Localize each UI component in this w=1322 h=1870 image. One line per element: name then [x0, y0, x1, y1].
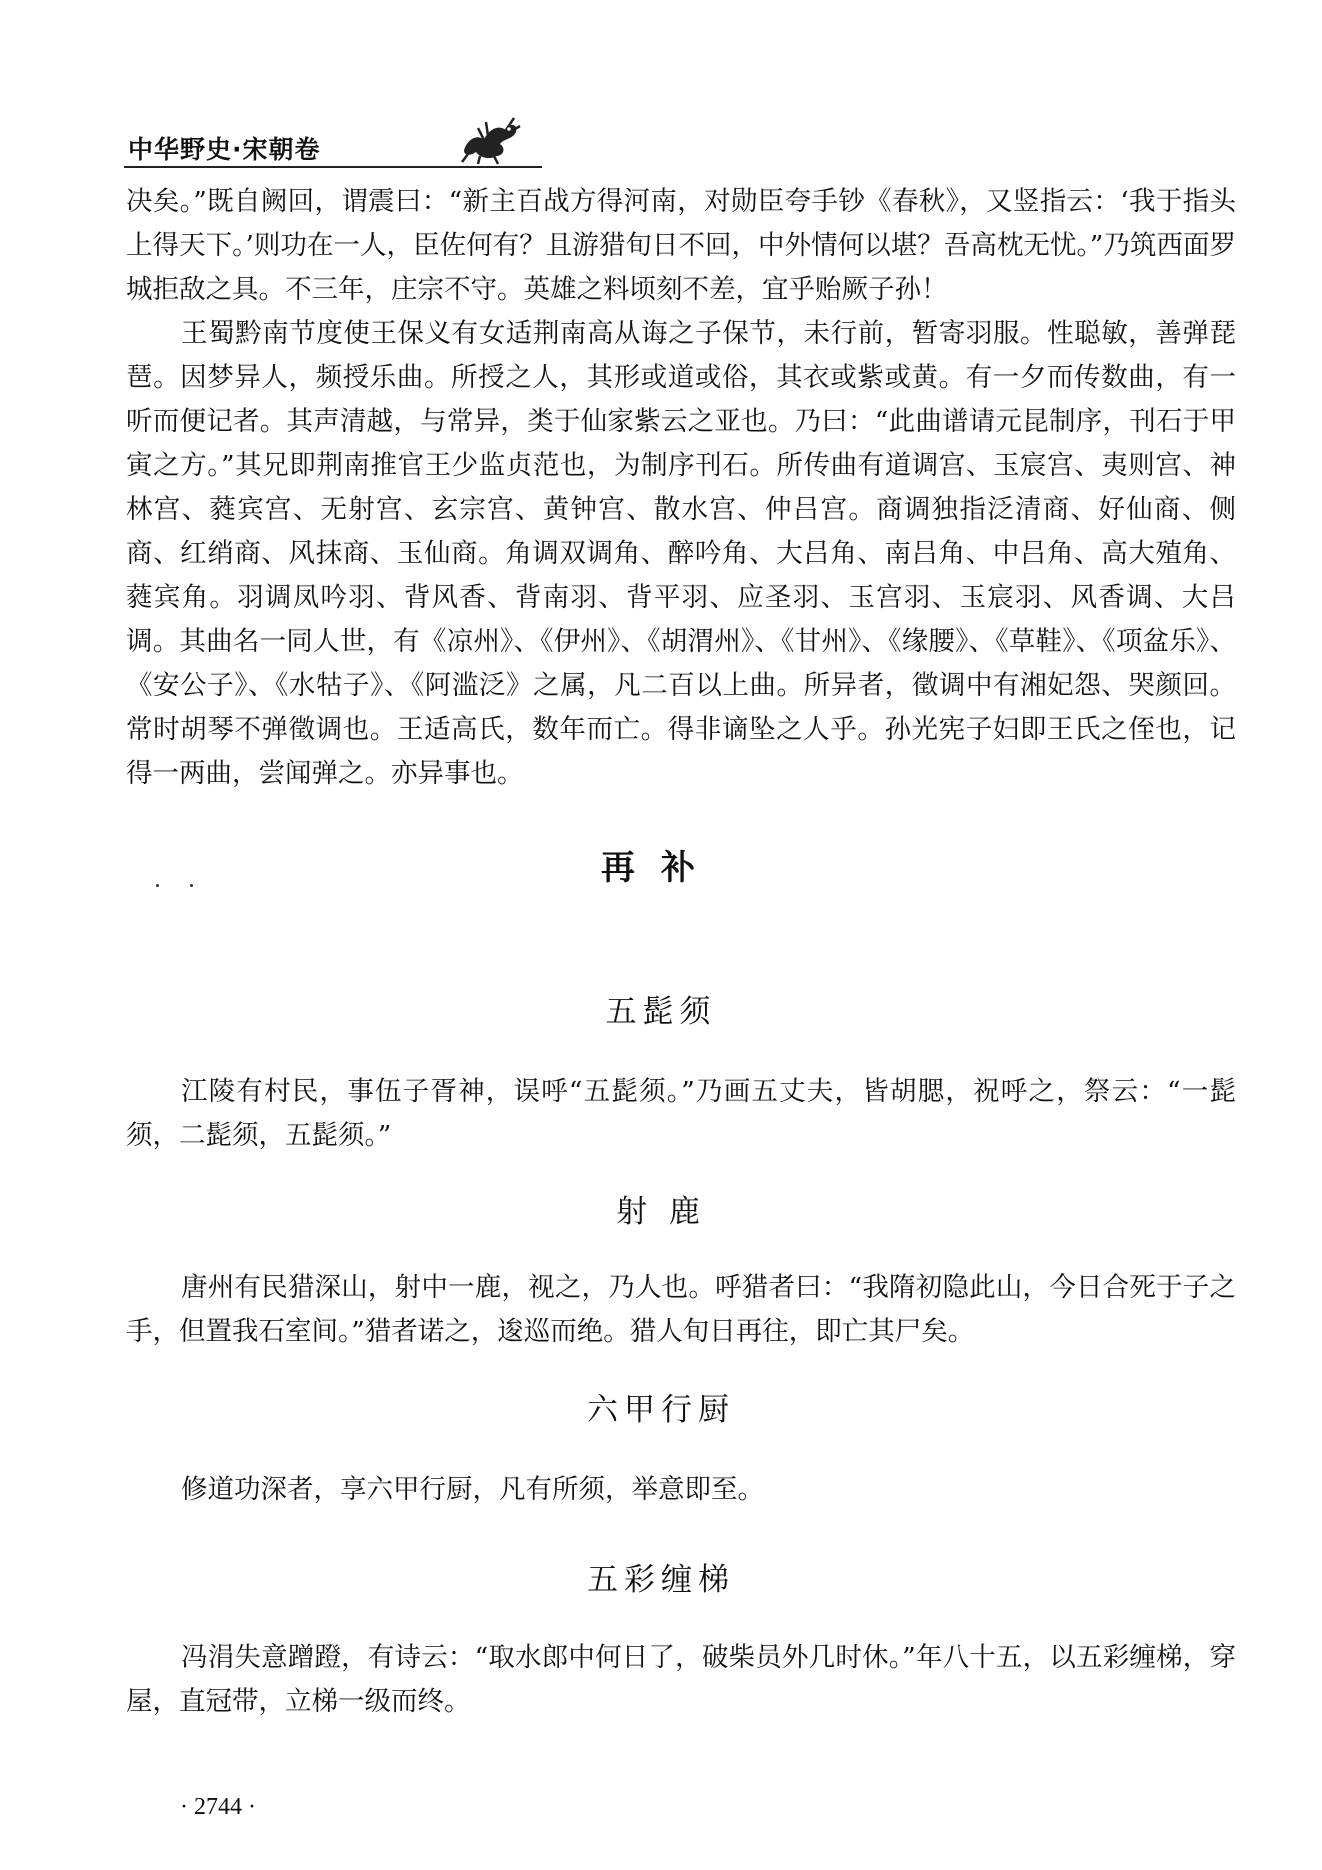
entry-paragraph: 唐州有民猎深山，射中一鹿，视之，乃人也。呼猎者曰：“我隋初隐此山，今日合死于子之手，但置我石室间。”猎者诺之，逡巡而绝。猎人旬日再往，即亡其尸矣。	[126, 1272, 1236, 1347]
entry-title: 六甲行厨	[587, 1392, 735, 1428]
entry-text	[126, 1266, 1236, 1354]
header-rule	[124, 166, 542, 168]
paragraph: 王蜀黔南节度使王保义有女适荆南高从诲之子保节，未行前，暂寄羽服。性聪敏，善弹琵琶。因梦异人，频授乐曲。所授之人，其形或道或俗，其衣或紫或黄。有一夕而传数曲，有一听而便记者。其声清越，与常异，类于仙家紫云之亚也。乃曰：“此曲谱请元昆制序，刊石于甲寅之方。”其兄即荆南推官王少监贞范也，为制序刊石。所传曲有道调宫、玉宸宫、夷则宫、神林宫、蕤宾宫、无射宫、玄宗宫、黄钟宫、散水宫、仲吕宫。商调独指泛清商、好仙商、侧商、红绡商、风抹商、玉仙商。角调双调角、醉吟角、大吕角、南吕角、中吕角、高大殖角、蕤宾角。羽调凤吟羽、背风香、背南羽、背平羽、应圣羽、玉宫羽、玉宸羽、风香调、大吕调。其曲名一同人世，有《凉州》、《伊州》、《胡渭州》、《甘州》、《缘腰》、《草鞋》、《项盆乐》、《安公子》、《水牯子》、《阿滥泛》之属，凡二百以上曲。所异者，徵调中有湘妃怨、哭颜回。常时胡琴不弹徵调也。王适高氏，数年而亡。得非谪坠之人乎。孙光宪子妇即王氏之侄也，记得一两曲，尝闻弹之。亦异事也。	[126, 318, 1236, 789]
page-number: · 2744 ·	[180, 1794, 256, 1820]
top-text-block	[126, 180, 1236, 796]
paragraph-continued: 决矣。”既自阙回，谓震曰：“新主百战方得河南，对勋臣夸手钞《春秋》，又竖指云：‘我于指头上得天下。’则功在一人，臣佐何有？且游猎旬日不回，中外情何以堪？吾高枕无忧。”乃筑西面罗城拒敌之具。不三年，庄宗不守。英雄之料顷刻不差，宜乎贻厥子孙！	[126, 186, 1236, 305]
running-header	[124, 122, 542, 166]
entry-paragraph: 冯涓失意蹭蹬，有诗云：“取水郎中何日了，破柴员外几时休。”年八十五，以五彩缠梯，穿屋，直冠带，立梯一级而终。	[126, 1642, 1236, 1717]
book-title: 中华野史·宋朝卷	[128, 135, 321, 164]
dragon-emblem-icon	[454, 110, 524, 166]
entry-text	[126, 1070, 1236, 1158]
entry-text	[126, 1468, 1236, 1512]
scan-speck	[156, 884, 159, 887]
entry-title: 五髭须	[605, 994, 717, 1030]
entry-paragraph: 修道功深者，享六甲行厨，凡有所须，举意即至。	[181, 1474, 764, 1505]
entry-title: 射 鹿	[616, 1194, 706, 1230]
entry-title: 五彩缠梯	[587, 1562, 735, 1598]
section-title: 再补	[601, 848, 721, 888]
entry-text	[126, 1636, 1236, 1724]
scan-speck	[190, 884, 193, 887]
entry-paragraph: 江陵有村民，事伍子胥神，误呼“五髭须。”乃画五丈夫，皆胡腮，祝呼之，祭云：“一髭须，二髭须，五髭须。”	[126, 1076, 1236, 1151]
